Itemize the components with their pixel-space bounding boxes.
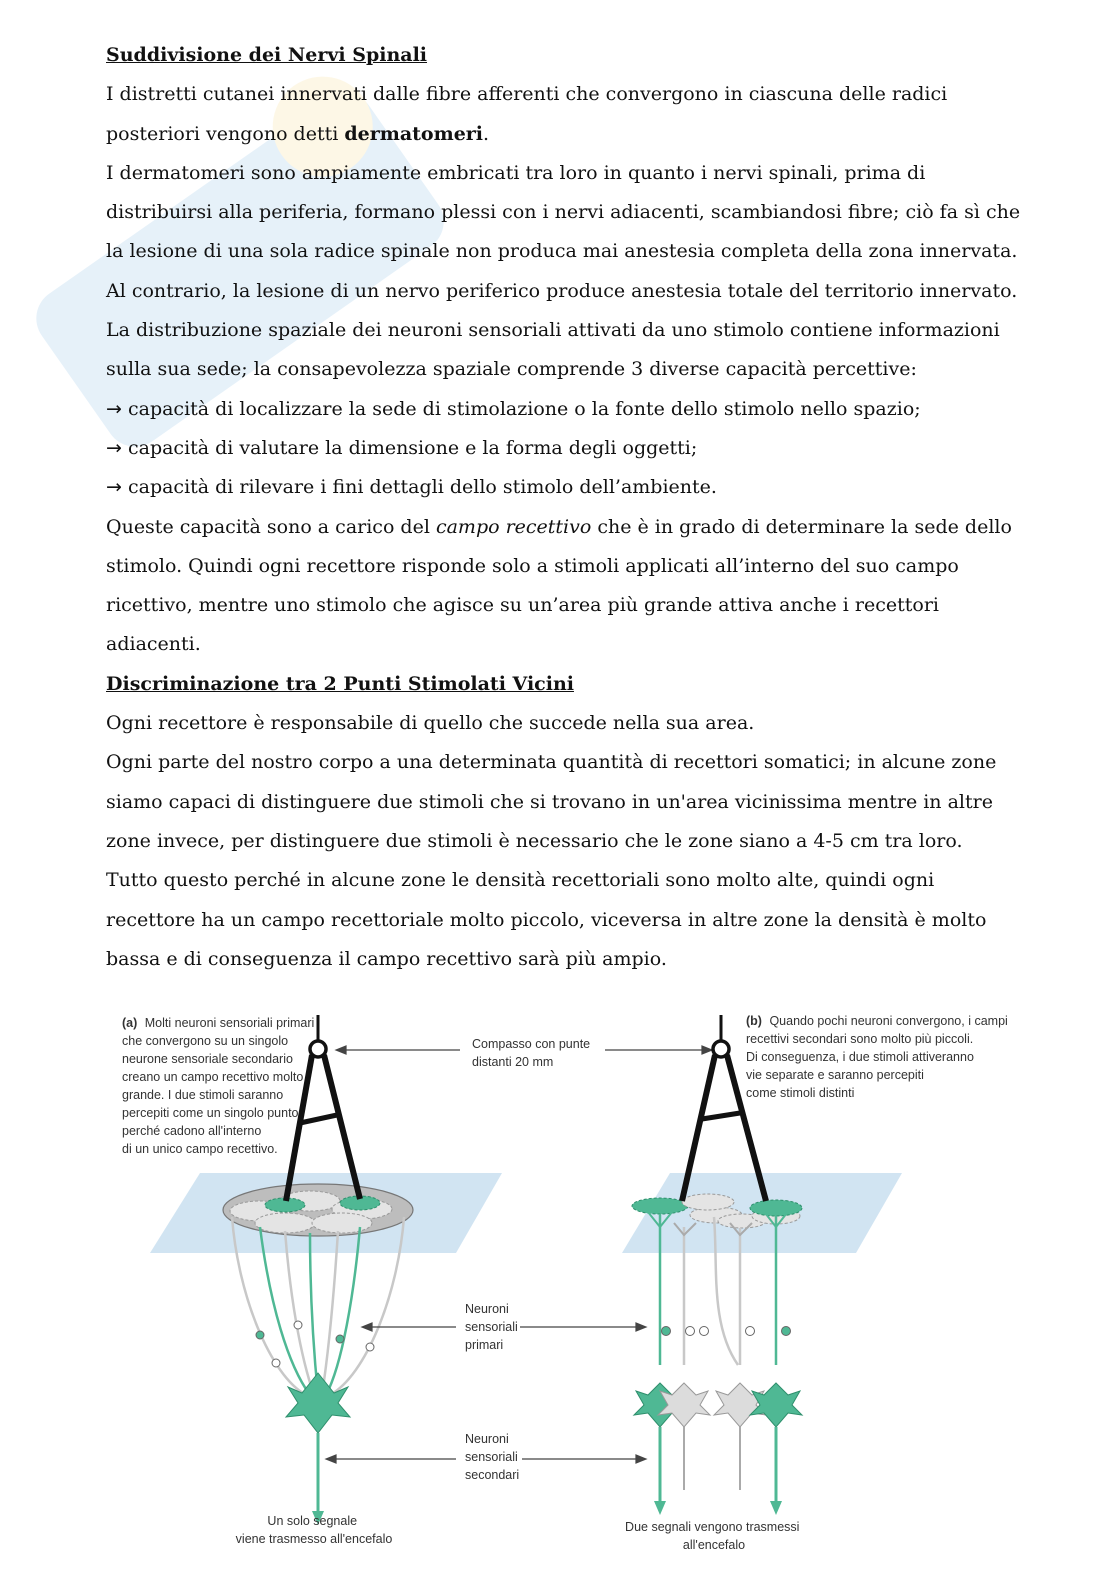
section-heading: Suddivisione dei Nervi Spinali [106, 44, 428, 66]
paragraph [106, 508, 1026, 665]
bullet-text: capacità di valutare la dimensione e la forma degli oggetti; [127, 436, 698, 459]
signal-label-a: Un solo segnale viene trasmesso all'encefalo [235, 1514, 393, 1546]
paragraph [106, 75, 1026, 154]
paragraph: Ogni recettore è responsabile di quello che succede nella sua area. [106, 712, 755, 735]
secondary-neuron-a [286, 1373, 350, 1525]
section-heading: Discriminazione tra 2 Punti Stimolati Vicini [106, 672, 574, 695]
primary-neurons-label: Neuroni sensoriali primari [465, 1302, 518, 1352]
bullet-text: capacità di localizzare la sede di stimolazione o la fonte dello stimolo nello spazio; [127, 397, 921, 420]
paragraph: Ogni parte del nostro corpo a una determinata quantità di recettori somatici; in alcune zone siamo capaci di distinguere due stimoli che si trovano in un'area vicinissima mentre in altre zone invece, per distinguere due stimoli è necessario che le zone siano a 4-5 cm tra loro. [106, 751, 997, 852]
compass-label: Compasso con punte distanti 20 mm [472, 1037, 591, 1069]
bullet-item [106, 390, 1026, 429]
secondary-neurons-label: Neuroni sensoriali secondari [465, 1432, 520, 1482]
bullet-item [106, 429, 1026, 468]
paragraph: Tutto questo perché in alcune zone le densità recettoriali sono molto alte, quindi ogni recettore ha un campo recettoriale molto piccolo, viceversa in altre zone la densità è molto bassa e di conseguenza il campo recettivo sarà più ampio. [106, 869, 987, 970]
receptive-field-figure [110, 995, 1010, 1560]
caption-a: (a) Molti neuroni sensoriali primari che convergono su un singolo neurone sensoriale secondario creano un campo recettivo molto grande. I due stimoli saranno percepiti come un singolo punto perché cadono all'interno di un unico campo recettivo. [122, 1016, 315, 1156]
paragraph-text: . [483, 122, 490, 145]
paragraph-text: I distretti cutanei innervati dalle fibre afferenti che convergono in ciascuna delle radici posteriori vengono detti [106, 83, 948, 145]
primary-somas-b [662, 1327, 791, 1336]
caption-b: (b) Quando pochi neuroni convergono, i campi recettivi secondari sono molto più piccoli. Di conseguenza, i due stimoli attiveranno vie separate e saranno percepiti come stimoli distinti [746, 1014, 1008, 1100]
signal-label-b: Due segnali vengono trasmessi all'encefalo [625, 1520, 800, 1552]
document-body [106, 36, 1026, 979]
paragraph: I dermatomeri sono ampiamente embricati tra loro in quanto i nervi spinali, prima di distribuirsi alla periferia, formano plessi con i nervi adiacenti, scambiandosi fibre; ciò fa sì che la lesione di una sola radice spinale non produca mai anestesia completa della zona innervata. [106, 161, 1021, 263]
term-campo-recettivo: campo recettivo [435, 515, 592, 538]
arrow-icon: → [106, 436, 122, 459]
arrow-icon: → [106, 476, 122, 499]
bullet-item [106, 468, 1026, 507]
paragraph-text: che è in grado di determinare la sede dello stimolo. Quindi ogni recettore risponde solo a stimoli applicati all’interno del suo campo ricettivo, mentre uno stimolo che agisce su un’area più grande attiva anche i recettori adiacenti. [106, 515, 1012, 656]
paragraph: La distribuzione spaziale dei neuroni sensoriali attivati da uno stimolo contiene informazioni sulla sua sede; la consapevolezza spaziale comprende 3 diverse capacità percettive: [106, 319, 1000, 381]
bullet-text: capacità di rilevare i fini dettagli dello stimolo dell’ambiente. [127, 476, 717, 499]
term-dermatomeri: dermatomeri [344, 122, 484, 145]
arrow-icon: → [106, 397, 122, 420]
paragraph: Al contrario, la lesione di un nervo periferico produce anestesia totale del territorio innervato. [106, 279, 1018, 302]
paragraph-text: Queste capacità sono a carico del [106, 515, 436, 538]
secondary-neurons-b [634, 1383, 802, 1515]
